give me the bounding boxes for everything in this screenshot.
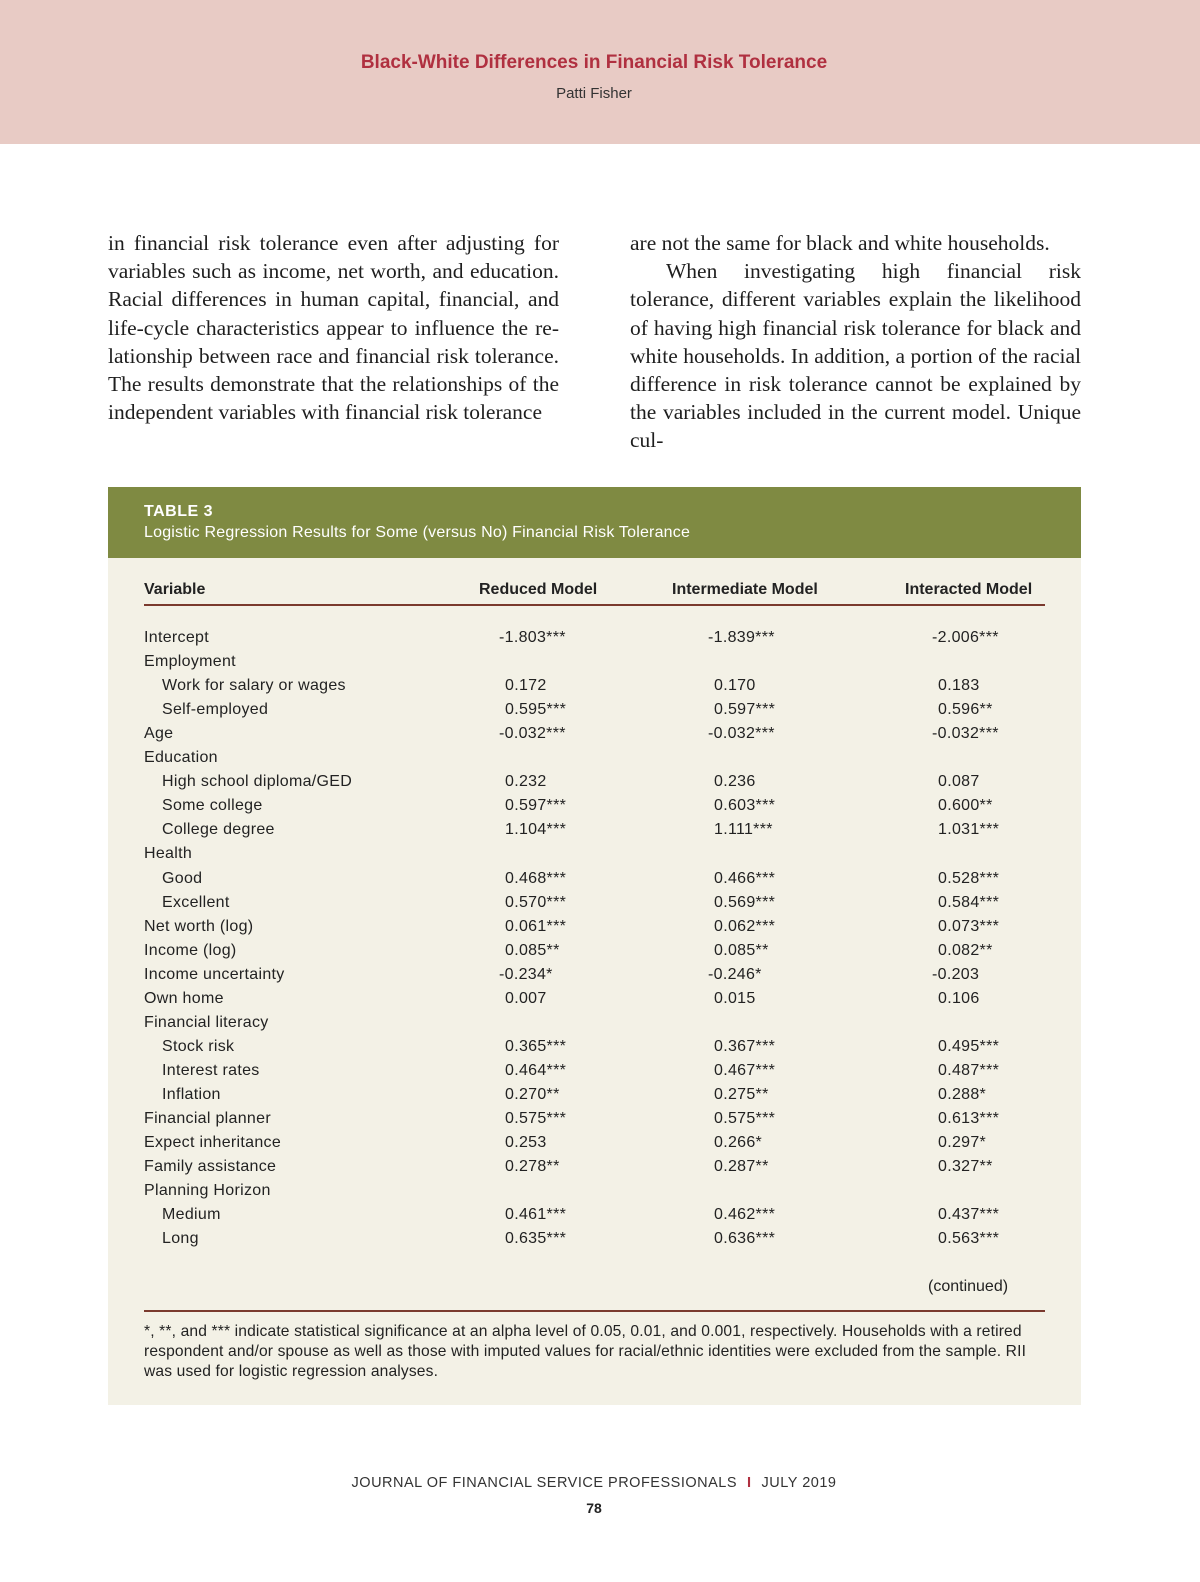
table-label: TABLE 3 — [144, 503, 213, 520]
row-value: 0.575*** — [714, 1110, 776, 1127]
row-label: Age — [144, 725, 174, 743]
table-row — [108, 1182, 1081, 1206]
row-label: Financial planner — [144, 1110, 271, 1127]
issue-date: JULY 2019 — [761, 1475, 837, 1491]
footer-separator: I — [747, 1475, 752, 1491]
row-value: 1.111*** — [714, 821, 773, 839]
table-row — [108, 629, 1081, 653]
row-value: 0.085** — [714, 941, 769, 959]
row-label: Interest rates — [162, 1061, 260, 1079]
row-value: 0.466*** — [714, 869, 776, 887]
row-value: 0.275** — [714, 1085, 769, 1103]
row-value: 0.467*** — [714, 1061, 776, 1079]
row-value: 0.570*** — [505, 893, 567, 911]
table-row — [108, 821, 1081, 845]
article-title: Black-White Differences in Financial Risk Tolerance — [360, 52, 828, 73]
row-value: 0.082** — [938, 941, 993, 959]
row-value: 0.597*** — [505, 797, 567, 815]
row-value: 0.183 — [938, 677, 980, 695]
table-row — [108, 725, 1081, 749]
row-label: Income uncertainty — [144, 965, 285, 983]
table-header-band — [108, 487, 1081, 558]
row-value: -1.839*** — [708, 629, 775, 646]
footer-rule — [144, 1310, 1045, 1312]
row-label: Education — [144, 749, 218, 767]
table-row — [108, 773, 1081, 797]
row-value: 0.528*** — [938, 869, 1000, 887]
row-value: 0.437*** — [938, 1206, 1000, 1224]
continued-label: (continued) — [928, 1278, 1009, 1295]
page-header — [0, 0, 1200, 144]
table-row — [108, 1110, 1081, 1134]
column-header-intermediate-model: Intermediate Model — [672, 581, 818, 598]
row-value: -0.203 — [932, 965, 980, 983]
row-value: 0.367*** — [714, 1037, 776, 1055]
row-value: 1.104*** — [505, 821, 567, 839]
row-value: -2.006*** — [932, 629, 999, 646]
row-value: 0.569*** — [714, 893, 776, 911]
row-label: Inflation — [162, 1085, 221, 1103]
row-value: 0.288* — [938, 1085, 987, 1103]
row-label: Health — [144, 845, 193, 863]
row-value: 0.603*** — [714, 797, 776, 815]
row-value: 0.287** — [714, 1158, 769, 1176]
row-value: 0.106 — [938, 989, 980, 1007]
row-label: Employment — [144, 653, 236, 671]
row-label: Family assistance — [144, 1158, 277, 1176]
row-label: College degree — [162, 821, 275, 839]
regression-table — [108, 487, 1081, 1405]
row-value: 0.487*** — [938, 1061, 1000, 1079]
column-header-reduced-model: Reduced Model — [479, 581, 598, 598]
table-row — [108, 797, 1081, 821]
table-note: *, **, and *** indicate statistical significance at an alpha level of 0.05, 0.01, and 0.001, respectively. Households with a retired respondent and/or spouse as well as those with imputed values for racial/ethnic identities were excluded from the sample. RII was used for logistic regression analyses. — [144, 1323, 1027, 1380]
row-label: Planning Horizon — [144, 1182, 271, 1200]
table-row — [108, 1062, 1081, 1086]
row-label: Some college — [162, 797, 263, 815]
row-value: 0.266* — [714, 1134, 763, 1152]
row-value: 0.613*** — [938, 1110, 1000, 1127]
table-row — [108, 1134, 1081, 1158]
row-value: 0.563*** — [938, 1230, 1000, 1248]
row-label: Income (log) — [144, 941, 237, 959]
row-value: 0.170 — [714, 677, 756, 695]
row-value: 0.253 — [505, 1134, 547, 1152]
body-paragraph: When investigating high financial risk tolerance, different variables explain the likelihood of having high financial risk tolerance for black and white households. In addition, a portion of the racial difference in risk tolerance cannot be explained by the variables included in the current model. Unique cul- — [630, 259, 1081, 453]
table-row — [108, 1206, 1081, 1230]
row-label: Intercept — [144, 629, 209, 646]
table-row — [108, 966, 1081, 990]
row-value: 0.595*** — [505, 701, 567, 719]
row-label: Own home — [144, 989, 224, 1007]
header-rule — [144, 604, 1045, 606]
table-row — [108, 918, 1081, 942]
row-value: -0.032*** — [499, 725, 566, 743]
row-value: 0.073*** — [938, 917, 1000, 935]
body-paragraph: in financial risk tolerance even after adjusting for variables such as income, net worth, and education. Racial differences in human capital, financial, and life-cycle characteristics appear to influence the relationship between race and financial risk tolerance. The results demonstrate that the relationships of the independent variables with financial risk tolerance — [108, 231, 559, 425]
row-label: Excellent — [162, 893, 230, 911]
row-value: 0.636*** — [714, 1230, 776, 1248]
row-label: Good — [162, 869, 203, 887]
row-value: 0.061*** — [505, 917, 567, 935]
table-row — [108, 1014, 1081, 1038]
row-value: 0.297* — [938, 1134, 987, 1152]
row-value: 0.462*** — [714, 1206, 776, 1224]
table-row — [108, 677, 1081, 701]
row-value: 0.087 — [938, 773, 980, 791]
row-value: 0.600** — [938, 797, 993, 815]
table-row — [108, 1086, 1081, 1110]
table-row — [108, 749, 1081, 773]
row-value: -0.234* — [499, 965, 553, 983]
table-caption: Logistic Regression Results for Some (versus No) Financial Risk Tolerance — [144, 524, 691, 541]
row-label: Financial literacy — [144, 1013, 269, 1031]
table-row — [108, 653, 1081, 677]
row-label: Self-employed — [162, 701, 269, 719]
article-author: Patti Fisher — [556, 85, 632, 102]
row-label: Expect inheritance — [144, 1134, 282, 1152]
journal-name: JOURNAL OF FINANCIAL SERVICE PROFESSIONALS — [351, 1475, 738, 1491]
row-value: 0.584*** — [938, 893, 1000, 911]
row-label: Stock risk — [162, 1037, 235, 1055]
row-value: 0.461*** — [505, 1206, 567, 1224]
row-value: 0.172 — [505, 677, 547, 695]
row-label: Medium — [162, 1206, 221, 1224]
body-column-left — [108, 229, 559, 426]
table-row — [108, 845, 1081, 869]
table-row — [108, 942, 1081, 966]
row-value: -0.032*** — [708, 725, 775, 743]
row-value: 0.468*** — [505, 869, 567, 887]
row-value: 0.464*** — [505, 1061, 567, 1079]
row-value: 0.327** — [938, 1158, 993, 1176]
row-value: -0.246* — [708, 965, 762, 983]
row-value: 0.062*** — [714, 917, 776, 935]
page-number: 78 — [586, 1500, 602, 1516]
row-value: 0.232 — [505, 773, 547, 791]
row-value: 0.495*** — [938, 1037, 1000, 1055]
row-value: 0.270** — [505, 1085, 560, 1103]
row-value: -1.803*** — [499, 629, 566, 646]
row-value: 0.236 — [714, 773, 756, 791]
row-value: 0.015 — [714, 989, 756, 1007]
row-label: Long — [162, 1230, 199, 1248]
table-row — [108, 701, 1081, 725]
row-value: 1.031*** — [938, 821, 1000, 839]
row-value: 0.597*** — [714, 701, 776, 719]
column-header-interacted-model: Interacted Model — [905, 581, 1033, 598]
table-row — [108, 990, 1081, 1014]
table-row — [108, 1038, 1081, 1062]
row-label: High school diploma/GED — [162, 773, 353, 791]
table-row — [108, 1230, 1081, 1254]
table-row — [108, 1158, 1081, 1182]
body-paragraph: are not the same for black and white households. — [630, 231, 1050, 255]
table-row — [108, 870, 1081, 894]
row-value: 0.635*** — [505, 1230, 567, 1248]
row-value: 0.575*** — [505, 1110, 567, 1127]
column-header-variable: Variable — [144, 581, 206, 598]
row-value: 0.278** — [505, 1158, 560, 1176]
body-column-right — [630, 229, 1081, 455]
row-value: 0.085** — [505, 941, 560, 959]
row-value: 0.365*** — [505, 1037, 567, 1055]
row-value: 0.596** — [938, 701, 993, 719]
table-row — [108, 894, 1081, 918]
row-value: 0.007 — [505, 989, 547, 1007]
row-value: -0.032*** — [932, 725, 999, 743]
row-label: Net worth (log) — [144, 917, 254, 935]
row-label: Work for salary or wages — [162, 677, 346, 695]
footer-journal — [0, 1475, 1188, 1491]
